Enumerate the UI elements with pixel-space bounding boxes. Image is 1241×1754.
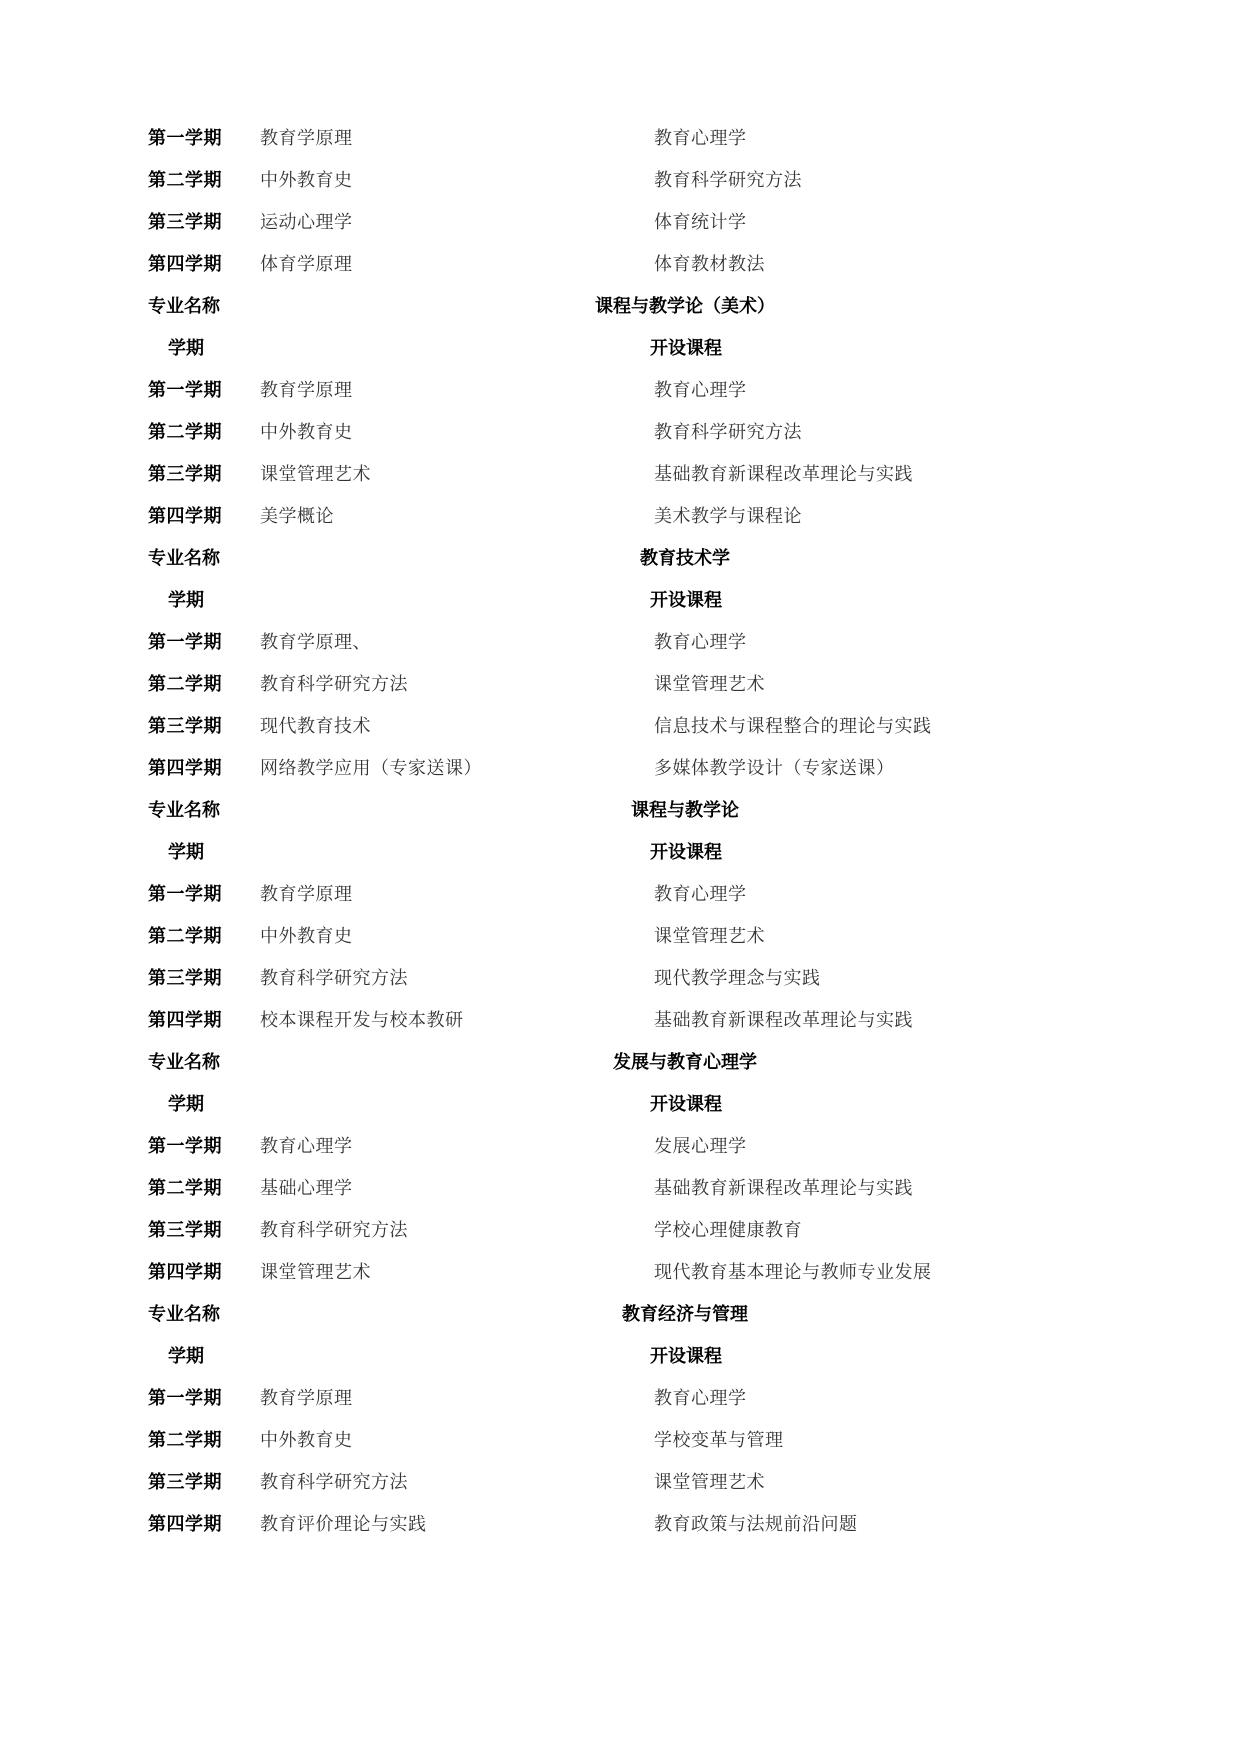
table-row — [0, 416, 1241, 450]
course-cell: 课堂管理艺术 — [260, 1262, 371, 1283]
course-cell: 课堂管理艺术 — [654, 674, 765, 695]
table-row — [0, 458, 1241, 492]
term-label: 第二学期 — [148, 170, 222, 191]
table-row — [0, 962, 1241, 996]
table-row — [0, 920, 1241, 954]
course-cell: 基础教育新课程改革理论与实践 — [654, 1178, 913, 1199]
course-cell: 教育科学研究方法 — [260, 968, 408, 989]
course-cell: 学校心理健康教育 — [654, 1220, 802, 1241]
term-label: 第四学期 — [148, 1514, 222, 1535]
course-cell: 体育统计学 — [654, 212, 747, 233]
header-row — [0, 1340, 1241, 1374]
course-cell: 现代教学理念与实践 — [654, 968, 821, 989]
major-label: 专业名称 — [148, 1052, 220, 1073]
course-cell: 体育教材教法 — [654, 254, 765, 275]
table-row — [0, 752, 1241, 786]
course-cell: 教育科学研究方法 — [260, 1472, 408, 1493]
header-row — [0, 1088, 1241, 1122]
term-header: 学期 — [168, 1346, 204, 1367]
course-cell: 教育心理学 — [654, 128, 747, 149]
term-label: 第二学期 — [148, 1430, 222, 1451]
term-label: 第四学期 — [148, 254, 222, 275]
term-header: 学期 — [168, 1094, 204, 1115]
term-label: 第三学期 — [148, 1472, 222, 1493]
course-cell: 多媒体教学设计（专家送课） — [654, 758, 895, 779]
table-row — [0, 248, 1241, 282]
major-label: 专业名称 — [148, 548, 220, 569]
term-label: 第一学期 — [148, 128, 222, 149]
header-row — [0, 584, 1241, 618]
table-row — [0, 1508, 1241, 1542]
course-cell: 网络教学应用（专家送课） — [260, 758, 482, 779]
course-cell: 教育科学研究方法 — [654, 422, 802, 443]
table-row — [0, 1382, 1241, 1416]
table-row — [0, 1214, 1241, 1248]
course-cell: 中外教育史 — [260, 1430, 353, 1451]
term-label: 第二学期 — [148, 1178, 222, 1199]
table-row — [0, 122, 1241, 156]
course-cell: 教育心理学 — [654, 1388, 747, 1409]
major-name: 发展与教育心理学 — [613, 1052, 757, 1073]
major-label: 专业名称 — [148, 800, 220, 821]
course-cell: 教育政策与法规前沿问题 — [654, 1514, 858, 1535]
major-row — [0, 1298, 1241, 1332]
major-label: 专业名称 — [148, 1304, 220, 1325]
course-cell: 中外教育史 — [260, 422, 353, 443]
term-label: 第二学期 — [148, 422, 222, 443]
term-header: 学期 — [168, 842, 204, 863]
course-cell: 教育评价理论与实践 — [260, 1514, 427, 1535]
term-label: 第一学期 — [148, 632, 222, 653]
term-label: 第一学期 — [148, 1388, 222, 1409]
term-label: 第三学期 — [148, 212, 222, 233]
term-label: 第一学期 — [148, 1136, 222, 1157]
major-name: 教育技术学 — [640, 548, 730, 569]
table-row — [0, 164, 1241, 198]
table-row — [0, 1256, 1241, 1290]
term-label: 第四学期 — [148, 506, 222, 527]
course-cell: 基础教育新课程改革理论与实践 — [654, 464, 913, 485]
course-cell: 现代教育技术 — [260, 716, 371, 737]
course-cell: 教育科学研究方法 — [260, 1220, 408, 1241]
term-label: 第三学期 — [148, 464, 222, 485]
course-cell: 现代教育基本理论与教师专业发展 — [654, 1262, 932, 1283]
major-row — [0, 794, 1241, 828]
course-header: 开设课程 — [650, 590, 722, 611]
term-label: 第二学期 — [148, 674, 222, 695]
course-header: 开设课程 — [650, 1346, 722, 1367]
term-label: 第四学期 — [148, 1010, 222, 1031]
course-cell: 教育学原理 — [260, 128, 353, 149]
term-label: 第三学期 — [148, 716, 222, 737]
course-cell: 美学概论 — [260, 506, 334, 527]
course-header: 开设课程 — [650, 842, 722, 863]
term-label: 第三学期 — [148, 1220, 222, 1241]
course-cell: 学校变革与管理 — [654, 1430, 784, 1451]
major-label: 专业名称 — [148, 296, 220, 317]
table-row — [0, 1424, 1241, 1458]
course-cell: 教育学原理 — [260, 884, 353, 905]
major-row — [0, 542, 1241, 576]
course-cell: 信息技术与课程整合的理论与实践 — [654, 716, 932, 737]
course-cell: 美术教学与课程论 — [654, 506, 802, 527]
course-cell: 教育科学研究方法 — [654, 170, 802, 191]
course-cell: 课堂管理艺术 — [654, 1472, 765, 1493]
term-label: 第二学期 — [148, 926, 222, 947]
term-label: 第四学期 — [148, 758, 222, 779]
table-row — [0, 1004, 1241, 1038]
course-cell: 教育学原理 — [260, 1388, 353, 1409]
course-cell: 教育学原理 — [260, 380, 353, 401]
course-cell: 基础教育新课程改革理论与实践 — [654, 1010, 913, 1031]
major-name: 课程与教学论 — [631, 800, 739, 821]
term-label: 第三学期 — [148, 968, 222, 989]
table-row — [0, 206, 1241, 240]
major-name: 教育经济与管理 — [622, 1304, 748, 1325]
course-cell: 教育心理学 — [654, 884, 747, 905]
major-name: 课程与教学论（美术） — [595, 296, 775, 317]
header-row — [0, 332, 1241, 366]
term-header: 学期 — [168, 590, 204, 611]
course-cell: 教育心理学 — [654, 380, 747, 401]
course-cell: 教育心理学 — [654, 632, 747, 653]
table-row — [0, 374, 1241, 408]
course-cell: 体育学原理 — [260, 254, 353, 275]
course-cell: 教育科学研究方法 — [260, 674, 408, 695]
term-label: 第一学期 — [148, 884, 222, 905]
course-cell: 基础心理学 — [260, 1178, 353, 1199]
course-cell: 教育心理学 — [260, 1136, 353, 1157]
term-label: 第一学期 — [148, 380, 222, 401]
table-row — [0, 1172, 1241, 1206]
course-cell: 中外教育史 — [260, 170, 353, 191]
course-cell: 校本课程开发与校本教研 — [260, 1010, 464, 1031]
major-row — [0, 1046, 1241, 1080]
course-cell: 运动心理学 — [260, 212, 353, 233]
course-cell: 发展心理学 — [654, 1136, 747, 1157]
table-row — [0, 710, 1241, 744]
table-row — [0, 668, 1241, 702]
table-row — [0, 500, 1241, 534]
header-row — [0, 836, 1241, 870]
table-row — [0, 1466, 1241, 1500]
table-row — [0, 1130, 1241, 1164]
course-header: 开设课程 — [650, 1094, 722, 1115]
course-header: 开设课程 — [650, 338, 722, 359]
table-row — [0, 878, 1241, 912]
term-label: 第四学期 — [148, 1262, 222, 1283]
term-header: 学期 — [168, 338, 204, 359]
course-cell: 中外教育史 — [260, 926, 353, 947]
major-row — [0, 290, 1241, 324]
table-row — [0, 626, 1241, 660]
course-cell: 课堂管理艺术 — [260, 464, 371, 485]
course-cell: 教育学原理、 — [260, 632, 371, 653]
course-cell: 课堂管理艺术 — [654, 926, 765, 947]
